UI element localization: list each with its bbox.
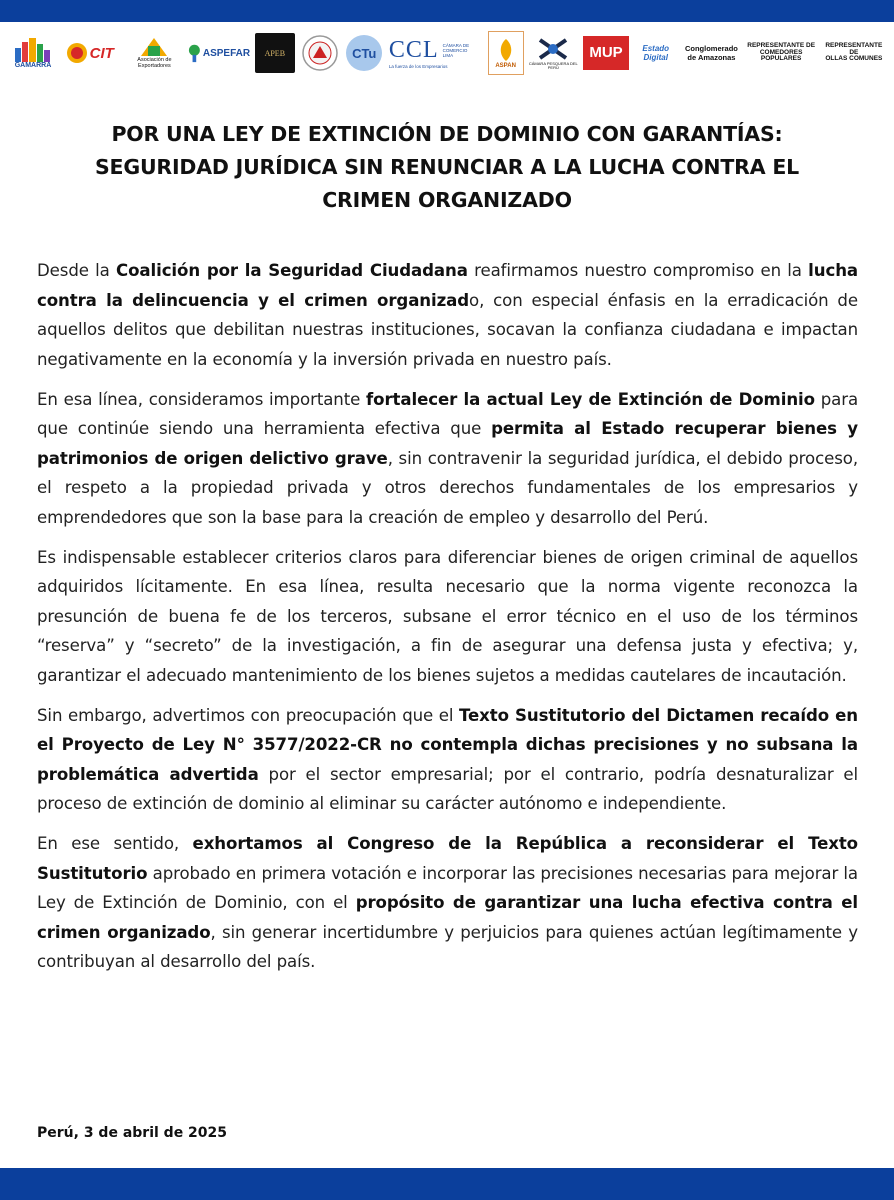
p5-bold-d: propósito de garantizar una lucha efectiva contra el crimen organizado	[37, 893, 858, 942]
camara-pesquera-label: CÁMARA PESQUERA DEL PERÚ	[528, 60, 578, 70]
document-body	[37, 256, 858, 987]
ollas-line-2: OLLAS COMUNES	[825, 55, 883, 63]
ctu-label: CTu	[352, 45, 377, 61]
p5-text-a: En ese sentido,	[37, 834, 193, 853]
p1-bold-b: Coalición por la Seguridad Ciudadana	[116, 261, 468, 280]
p2-bold-b: fortalecer la actual Ley de Extinción de Dominio	[366, 389, 815, 409]
p5-text-e: , sin generar incertidumbre y perjuicios para quienes actúan legítimamente y contribuyan al desarrollo del país.	[37, 922, 858, 971]
p2-text-e: , sin contravenir la seguridad jurídica, el debido proceso, el respeto a la propiedad privada y otros derechos fundamentales de los empresarios y emprendedores que son la base para la creación de empleo y desarrollo del Perú.	[37, 448, 858, 527]
conglomerado-logo	[682, 44, 740, 62]
peru-seal-logo	[300, 34, 340, 72]
p5-bold-b: exhortamos al Congreso de la República a reconsiderar el Texto Sustitutorio	[37, 834, 858, 883]
seal-icon	[301, 34, 339, 72]
buildings-icon	[13, 36, 53, 62]
paragraph-4	[37, 701, 858, 819]
mup-label: MUP	[589, 44, 623, 61]
ollas-line-1: REPRESENTANTE DE	[825, 41, 883, 56]
title-line-2: SEGURIDAD JURÍDICA SIN RENUNCIAR A LA LUCHA CONTRA EL	[94, 155, 800, 179]
estado-digital-label: Estado Digital	[642, 44, 670, 62]
ollas-logo	[822, 43, 886, 63]
p4-text-a: Sin embargo, advertimos con preocupación que el	[37, 705, 460, 725]
comedores-line-1: REPRESENTANTE DE	[747, 41, 816, 49]
p1-text-a: Desde la	[37, 261, 117, 280]
paragraph-2	[37, 385, 858, 533]
title-line-3: CRIMEN ORGANIZADO	[322, 188, 572, 212]
p2-text-c: para que continúe siendo una herramienta efectiva que	[37, 389, 859, 438]
gamarra-label: GAMARRA	[14, 62, 52, 70]
document-date: Perú, 3 de abril de 2025	[37, 1125, 228, 1141]
cit-logo	[59, 42, 121, 64]
p2-text-a: En esa línea, consideramos importante	[37, 389, 367, 409]
asociacion-emblem-icon	[139, 36, 169, 58]
conglomerado-line-1: Conglomerado	[684, 44, 738, 53]
aspefar-label: ASPEFAR	[202, 47, 251, 59]
cit-emblem-icon	[66, 42, 88, 64]
p4-text-c: por el sector empresarial; por el contrario, podría desnaturalizar el proceso de extinción de dominio al eliminar su carácter autónomo e independiente.	[37, 764, 858, 813]
cit-label: CIT	[89, 44, 114, 62]
paragraph-3: Es indispensable establecer criterios claros para diferenciar bienes de origen criminal de aquellos adquiridos lícitamente. En esa línea, resulta necesario que la norma vigente reconozca la presunción de buena fe de los terceros, subsane el error técnico en el uso de los términos “reserva” y “secreto” de la investigación, a fin de asegurar una defensa justa y efectiva; y, garantizar el adecuado mantenimiento de los bienes sujetos a medidas cautelares de incautación.	[37, 547, 858, 685]
apeb-logo	[255, 33, 295, 73]
p4-bold-b: Texto Sustitutorio del Dictamen recaído en el Proyecto de Ley N° 3577/2022-CR no contempla dichas precisiones y no subsana la problemática advertida	[37, 705, 859, 784]
gamarra-logo	[12, 36, 54, 69]
anchor-icon	[536, 36, 570, 62]
estado-digital-logo	[634, 44, 678, 62]
ccl-label: CCL	[388, 37, 439, 63]
apeb-label: APEB	[264, 48, 286, 58]
bottom-color-band	[0, 1168, 894, 1200]
p2-bold-d: permita al Estado recuperar bienes y patrimonios de origen delictivo grave	[37, 419, 858, 468]
conglomerado-line-2: de Amazonas	[687, 53, 736, 62]
aspefar-logo	[188, 43, 250, 63]
paragraph-1	[37, 256, 858, 374]
logo-strip	[12, 30, 886, 76]
document-title	[60, 118, 834, 217]
aspan-label: ASPAN	[495, 63, 516, 69]
aspan-logo	[488, 31, 524, 75]
p1-bold-d: lucha contra la delincuencia y el crimen organizad	[37, 261, 859, 310]
top-color-band	[0, 0, 894, 22]
asociacion-label: Asociación de Exportadores	[137, 57, 172, 69]
comedores-line-2: COMEDORES POPULARES	[759, 48, 803, 63]
mup-logo	[583, 36, 629, 70]
p1-text-e: o, con especial énfasis en la erradicación de aquellos delitos que debilitan nuestras instituciones, socavan la confianza ciudadana e impactan negativamente en la economía y la inversión privada en nuestro país.	[37, 290, 858, 369]
ccl-tagline: La fuerza de los Empresarios	[388, 64, 448, 69]
ccl-sub-2: LIMA	[442, 53, 454, 58]
p1-text-c: reafirmamos nuestro compromiso en la	[467, 261, 809, 280]
camara-pesquera-logo	[528, 36, 578, 70]
p5-text-c: aprobado en primera votación e incorporar las precisiones necesarias para mejorar la Ley de Extinción de Dominio, con el	[37, 863, 858, 912]
comedores-logo	[745, 43, 817, 63]
aspefar-emblem-icon	[188, 43, 201, 63]
title-line-1: POR UNA LEY DE EXTINCIÓN DE DOMINIO CON GARANTÍAS:	[111, 122, 783, 146]
ccl-sub-1: CÁMARA DE COMERCIO	[442, 43, 470, 53]
asociacion-logo	[125, 36, 183, 70]
aspan-emblem-icon	[495, 37, 517, 63]
ccl-logo	[389, 37, 483, 69]
paragraph-5	[37, 829, 858, 977]
ctu-logo	[344, 35, 384, 71]
